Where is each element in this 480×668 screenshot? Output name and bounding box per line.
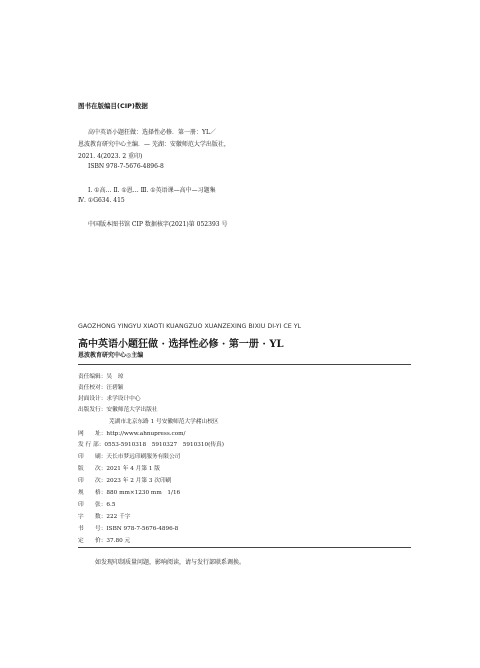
pub-line-format: 规 格：880 mm×1230 mm 1/16 [78, 490, 181, 496]
pub-line-cover-design: 封面设计：求学设计中心 [78, 396, 141, 402]
book-title: 高中英语小题狂做 · 选择性必修 · 第一册 · YL [78, 339, 284, 350]
divider-bottom [78, 547, 411, 548]
pub-line-printer: 印 刷：天长市梦远印刷服务有限公司 [78, 454, 181, 460]
pub-line-publisher: 出版发行：安徽师范大学出版社 [78, 407, 158, 413]
pub-line-sales: 发 行 部：0553-5910318 5910327 5910310(传真) [78, 442, 224, 448]
cip-line: 恩波教育研究中心主编．— 芜湖：安徽师范大学出版社， [78, 141, 230, 148]
cip-line: 高中英语小题狂做：选择性必修．第一册：YL／ [88, 129, 216, 136]
cip-line: 中国版本图书馆 CIP 数据核字(2021)第 052393 号 [88, 221, 228, 228]
pub-line-website: 网 址：http://www.ahnupress.com/ [78, 431, 186, 437]
divider-top [78, 364, 411, 365]
pub-line-address: 芜湖市北京东路 1 号安徽师范大学赭山校区 [109, 419, 219, 425]
cip-line: 2021. 4(2023. 2 重印) [78, 153, 143, 160]
pub-line-sheets: 印 张：6.5 [78, 502, 116, 508]
pub-line-printing: 印 次：2023 年 2 月第 3 次印刷 [78, 478, 172, 484]
book-pinyin-title: GAOZHONG YINGYU XIAOTI KUANGZUO XUANZEXING BIXIU DI-YI CE YL [78, 323, 302, 330]
pub-line-price: 定 价：37.80 元 [78, 538, 131, 544]
pub-line-edition: 版 次：2021 年 4 月第 1 版 [78, 466, 160, 472]
cip-line: Ⅳ. ①G634. 415 [78, 197, 125, 204]
quality-notice: 如发现印制质量问题，影响阅读，请与发行部联系调换。 [95, 559, 246, 566]
book-editor: 恩波教育研究中心◎主编 [78, 352, 144, 359]
cip-heading: 图书在版编目(CIP)数据 [78, 102, 148, 110]
pub-line-isbn: 书 号：ISBN 978-7-5676-4896-8 [78, 526, 179, 532]
pub-line-editor: 责任编辑：吴 琼 [78, 374, 124, 380]
pub-line-proofreader: 责任校对：汪碧颖 [78, 385, 124, 391]
pub-line-word-count: 字 数：222 千字 [78, 514, 131, 520]
cip-line: ISBN 978-7-5676-4896-8 [88, 163, 164, 170]
cip-line: Ⅰ. ①高… Ⅱ. ①恩… Ⅲ. ①英语课—高中—习题集 [88, 187, 216, 194]
